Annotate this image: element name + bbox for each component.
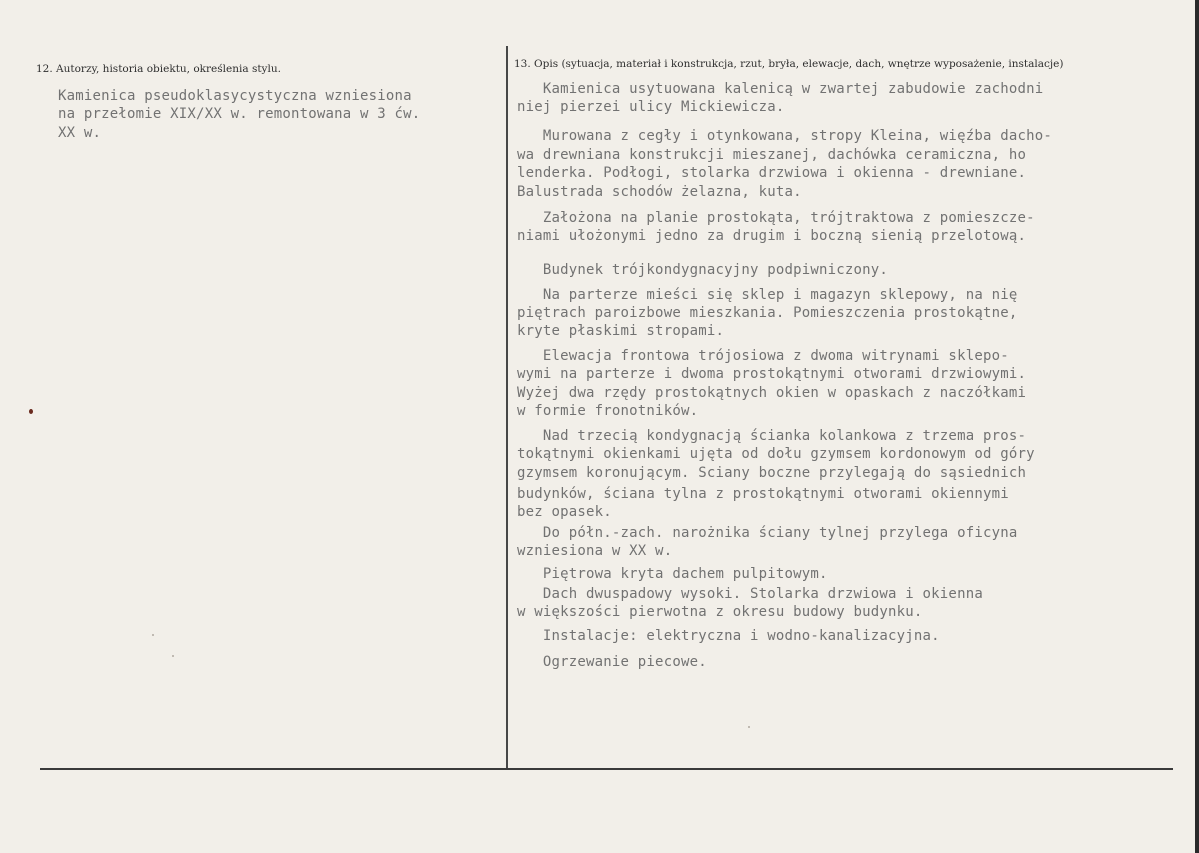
section-13-line: Budynek trójkondygnacyjny podpiwniczony.	[517, 262, 889, 278]
paper-speck	[152, 634, 154, 636]
section-13-line: w formie fronotników.	[517, 403, 699, 419]
ink-mark	[29, 409, 33, 414]
section-13-line: w większości pierwotna z okresu budowy budynku.	[517, 604, 923, 620]
horizontal-divider	[40, 768, 1173, 770]
section-13-line: wymi na parterze i dwoma prostokątnymi otworami drzwiowymi.	[517, 366, 1027, 382]
section-13-line: lenderka. Podłogi, stolarka drzwiowa i okienna - drewniane.	[517, 165, 1027, 181]
section-13-line: Nad trzecią kondygnacją ścianka kolankowa z trzema pros-	[517, 428, 1027, 444]
section-13-line: Kamienica usytuowana kalenicą w zwartej zabudowie zachodni	[517, 81, 1044, 97]
section-13-line: budynków, ściana tylna z prostokątnymi otworami okiennymi	[517, 486, 1009, 502]
section-12-line: na przełomie XIX/XX w. remontowana w 3 ćw.	[58, 106, 421, 122]
section-13-line: Na parterze mieści się sklep i magazyn sklepowy, na nię	[517, 287, 1018, 303]
section-13-label: 13. Opis (sytuacja, materiał i konstrukcja, rzut, bryła, elewacje, dach, wnętrze wyposażenie, instalacje)	[514, 58, 1064, 70]
section-13-line: niami ułożonymi jedno za drugim i boczną sienią przelotową.	[517, 228, 1027, 244]
section-13-line: Piętrowa kryta dachem pulpitowym.	[517, 566, 828, 582]
section-13-line: bez opasek.	[517, 504, 612, 520]
section-13-line: wa drewniana konstrukcji mieszanej, dachówka ceramiczna, ho	[517, 147, 1027, 163]
section-13-line: Balustrada schodów żelazna, kuta.	[517, 184, 802, 200]
section-13-line: kryte płaskimi stropami.	[517, 323, 725, 339]
section-13-line: Dach dwuspadowy wysoki. Stolarka drzwiowa i okienna	[517, 586, 983, 602]
section-13-line: niej pierzei ulicy Mickiewicza.	[517, 99, 785, 115]
paper-speck	[172, 655, 174, 657]
section-13-line: Ogrzewanie piecowe.	[517, 654, 707, 670]
section-13-line: Instalacje: elektryczna i wodno-kanalizacyjna.	[517, 628, 940, 644]
section-12-label: 12. Autorzy, historia obiektu, określenia stylu.	[36, 63, 281, 75]
section-13-line: piętrach paroizbowe mieszkania. Pomieszczenia prostokątne,	[517, 305, 1018, 321]
section-13-line: Elewacja frontowa trójosiowa z dwoma witrynami sklepo-	[517, 348, 1009, 364]
section-13-line: tokątnymi okienkami ujęta od dołu gzymsem kordonowym od góry	[517, 446, 1035, 462]
paper-speck	[748, 726, 750, 728]
section-13-line: Do półn.-zach. narożnika ściany tylnej przylega oficyna	[517, 525, 1018, 541]
vertical-divider	[506, 46, 508, 770]
section-13-line: gzymsem koronującym. Sciany boczne przylegają do sąsiednich	[517, 465, 1027, 481]
section-13-line: Murowana z cegły i otynkowana, stropy Kleina, więźba dacho-	[517, 128, 1052, 144]
section-12-line: XX w.	[58, 125, 102, 141]
section-12-line: Kamienica pseudoklasycystyczna wzniesiona	[58, 88, 412, 104]
section-13-line: Założona na planie prostokąta, trójtraktowa z pomieszcze-	[517, 210, 1035, 226]
section-13-line: Wyżej dwa rzędy prostokątnych okien w opaskach z naczółkami	[517, 385, 1027, 401]
section-13-line: wzniesiona w XX w.	[517, 543, 673, 559]
